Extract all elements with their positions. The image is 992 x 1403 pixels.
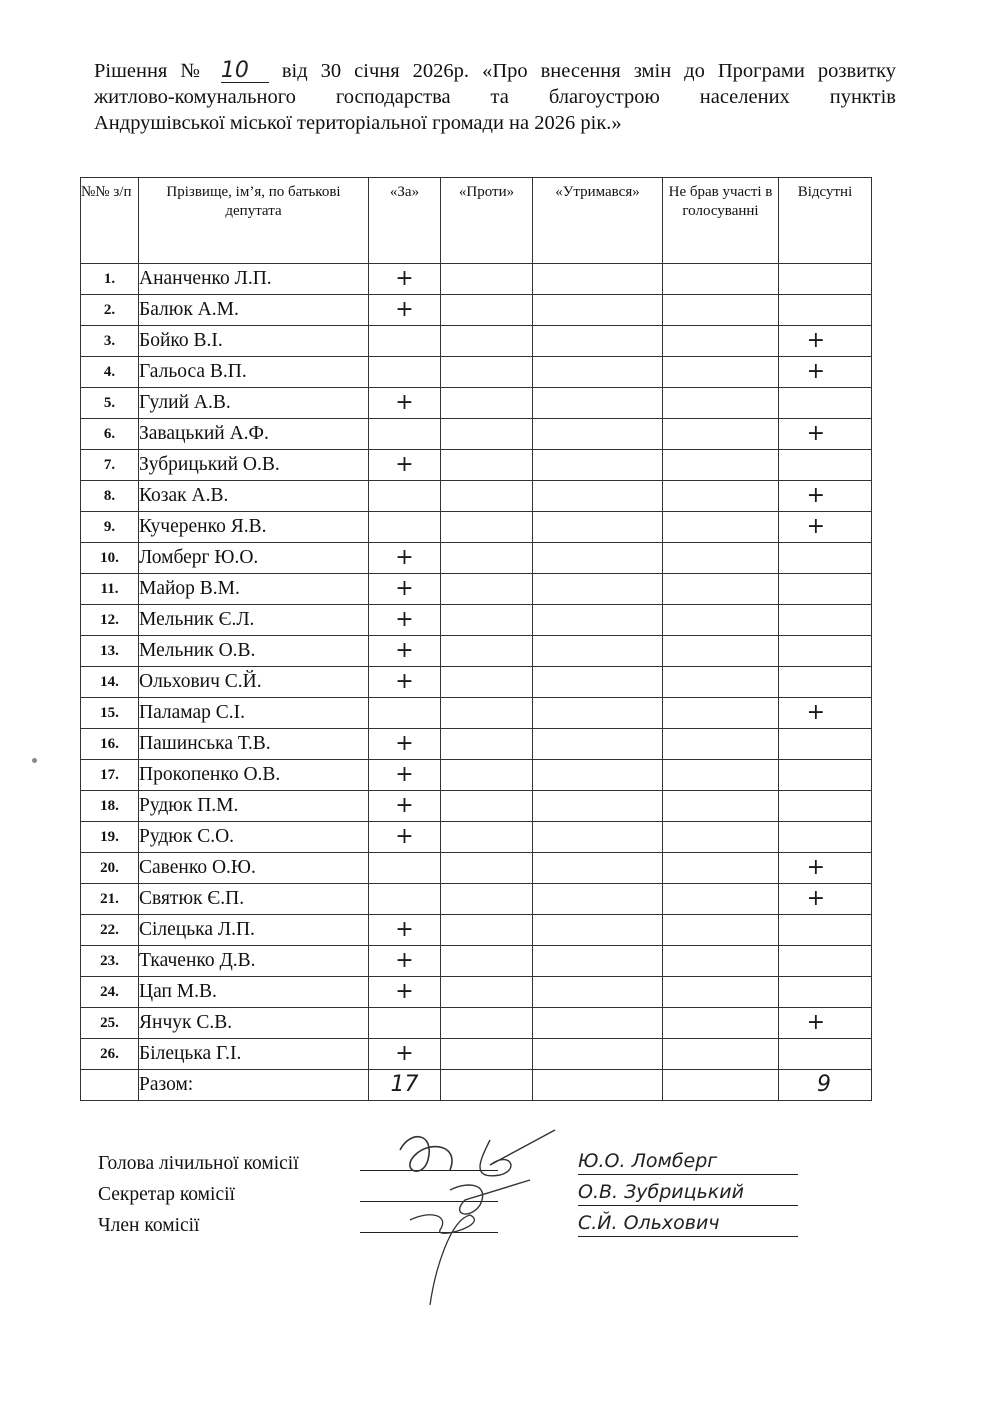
deputy-name: Мельник Є.Л. (139, 605, 369, 636)
vote-not-voted-cell (663, 264, 779, 295)
header-against: «Проти» (441, 178, 533, 264)
row-num: 15. (81, 698, 139, 729)
row-num: 4. (81, 357, 139, 388)
vote-against-cell (441, 1008, 533, 1039)
absent-mark (779, 791, 872, 822)
deputy-name: Гулий А.В. (139, 388, 369, 419)
absent-mark (779, 1039, 872, 1070)
table-row (81, 419, 872, 450)
absent-mark (779, 729, 872, 760)
row-num: 23. (81, 946, 139, 977)
total-num-cell (81, 1070, 139, 1101)
total-abstained (533, 1070, 663, 1101)
deputy-name: Білецька Г.І. (139, 1039, 369, 1070)
vote-against-cell (441, 822, 533, 853)
table-row (81, 667, 872, 698)
table-row (81, 946, 872, 977)
vote-for-mark: + (369, 946, 441, 977)
vote-for-mark: + (369, 791, 441, 822)
absent-mark (779, 388, 872, 419)
vote-not-voted-cell (663, 915, 779, 946)
vote-for-mark: + (369, 1039, 441, 1070)
signature-name: Ю.О. Ломберг (578, 1148, 798, 1175)
absent-mark (779, 295, 872, 326)
vote-abstained-cell (533, 450, 663, 481)
row-num: 8. (81, 481, 139, 512)
vote-not-voted-cell (663, 295, 779, 326)
deputy-name: Святюк Є.П. (139, 884, 369, 915)
table-row (81, 481, 872, 512)
vote-against-cell (441, 512, 533, 543)
deputy-name: Завацький А.Ф. (139, 419, 369, 450)
vote-abstained-cell (533, 853, 663, 884)
vote-abstained-cell (533, 636, 663, 667)
vote-against-cell (441, 357, 533, 388)
deputy-name: Рудюк П.М. (139, 791, 369, 822)
deputy-name: Рудюк С.О. (139, 822, 369, 853)
absent-mark: + (779, 512, 872, 543)
deputy-name: Пашинська Т.В. (139, 729, 369, 760)
vote-abstained-cell (533, 574, 663, 605)
row-num: 21. (81, 884, 139, 915)
handwritten-signatures (340, 1120, 560, 1310)
vote-for-mark: + (369, 729, 441, 760)
vote-abstained-cell (533, 760, 663, 791)
vote-against-cell (441, 543, 533, 574)
vote-not-voted-cell (663, 946, 779, 977)
header-name: Прізвище, ім’я, по батькові депутата (139, 178, 369, 264)
heading-line-3: Андрушівської міської територіальної громади на 2026 рік.» (94, 112, 622, 134)
table-row (81, 574, 872, 605)
vote-against-cell (441, 791, 533, 822)
absent-mark: + (779, 481, 872, 512)
deputy-name: Ананченко Л.П. (139, 264, 369, 295)
absent-mark (779, 946, 872, 977)
deputy-name: Гальоса В.П. (139, 357, 369, 388)
vote-abstained-cell (533, 543, 663, 574)
vote-against-cell (441, 295, 533, 326)
vote-against-cell (441, 388, 533, 419)
vote-abstained-cell (533, 357, 663, 388)
vote-abstained-cell (533, 605, 663, 636)
scan-speck (32, 758, 37, 763)
vote-not-voted-cell (663, 822, 779, 853)
vote-for-mark (369, 698, 441, 729)
table-row (81, 636, 872, 667)
row-num: 25. (81, 1008, 139, 1039)
vote-not-voted-cell (663, 729, 779, 760)
row-num: 7. (81, 450, 139, 481)
table-row (81, 543, 872, 574)
vote-for-mark (369, 853, 441, 884)
deputy-name: Сілецька Л.П. (139, 915, 369, 946)
vote-against-cell (441, 1039, 533, 1070)
vote-not-voted-cell (663, 450, 779, 481)
header-num: №№ з/п (81, 178, 139, 264)
vote-for-mark (369, 419, 441, 450)
vote-for-mark: + (369, 822, 441, 853)
signature-role: Голова лічильної комісії (98, 1153, 299, 1174)
total-label: Разом: (139, 1070, 369, 1101)
heading-prefix: Рішення № (94, 60, 208, 82)
vote-not-voted-cell (663, 760, 779, 791)
signature-role: Секретар комісії (98, 1184, 235, 1205)
table-row (81, 1039, 872, 1070)
row-num: 6. (81, 419, 139, 450)
vote-not-voted-cell (663, 698, 779, 729)
table-row (81, 760, 872, 791)
deputy-name: Цап М.В. (139, 977, 369, 1008)
vote-for-mark: + (369, 977, 441, 1008)
row-num: 2. (81, 295, 139, 326)
vote-not-voted-cell (663, 1008, 779, 1039)
absent-mark (779, 450, 872, 481)
vote-for-mark (369, 357, 441, 388)
header-abstained: «Утримався» (533, 178, 663, 264)
deputy-name: Прокопенко О.В. (139, 760, 369, 791)
vote-against-cell (441, 760, 533, 791)
absent-mark (779, 977, 872, 1008)
vote-for-mark: + (369, 915, 441, 946)
heading-line-2: житлово-комунального господарства та благоустрою населених пунктів (94, 86, 896, 108)
absent-mark (779, 760, 872, 791)
table-row (81, 915, 872, 946)
row-num: 10. (81, 543, 139, 574)
header-row (81, 178, 872, 264)
row-num: 24. (81, 977, 139, 1008)
absent-mark (779, 574, 872, 605)
deputy-name: Янчук С.В. (139, 1008, 369, 1039)
header-for: «За» (369, 178, 441, 264)
table-row (81, 1008, 872, 1039)
vote-abstained-cell (533, 388, 663, 419)
vote-not-voted-cell (663, 667, 779, 698)
vote-for-mark: + (369, 543, 441, 574)
row-num: 16. (81, 729, 139, 760)
vote-abstained-cell (533, 667, 663, 698)
vote-for-mark: + (369, 388, 441, 419)
vote-for-mark (369, 481, 441, 512)
vote-abstained-cell (533, 1039, 663, 1070)
header-absent: Відсутні (779, 178, 872, 264)
absent-mark (779, 264, 872, 295)
vote-for-mark (369, 1008, 441, 1039)
table-row (81, 326, 872, 357)
row-num: 14. (81, 667, 139, 698)
deputy-name: Майор В.М. (139, 574, 369, 605)
table-row (81, 264, 872, 295)
heading-line-1 (94, 58, 896, 84)
vote-table (80, 177, 872, 1101)
vote-not-voted-cell (663, 512, 779, 543)
vote-not-voted-cell (663, 481, 779, 512)
vote-not-voted-cell (663, 419, 779, 450)
vote-for-mark (369, 326, 441, 357)
vote-abstained-cell (533, 977, 663, 1008)
absent-mark: + (779, 698, 872, 729)
vote-for-mark: + (369, 605, 441, 636)
vote-not-voted-cell (663, 574, 779, 605)
decision-number: 10 (221, 60, 269, 83)
signature-role: Член комісії (98, 1215, 200, 1236)
heading-line1-rest: від 30 січня 2026р. «Про внесення змін до Програми розвитку (281, 60, 897, 82)
vote-against-cell (441, 729, 533, 760)
absent-mark: + (779, 419, 872, 450)
vote-against-cell (441, 605, 533, 636)
absent-mark (779, 667, 872, 698)
row-num: 22. (81, 915, 139, 946)
total-against (441, 1070, 533, 1101)
vote-abstained-cell (533, 698, 663, 729)
table-row (81, 512, 872, 543)
vote-against-cell (441, 574, 533, 605)
table-row (81, 884, 872, 915)
deputy-name: Мельник О.В. (139, 636, 369, 667)
vote-for-mark: + (369, 636, 441, 667)
vote-not-voted-cell (663, 853, 779, 884)
absent-mark (779, 915, 872, 946)
table-row (81, 357, 872, 388)
vote-against-cell (441, 264, 533, 295)
vote-abstained-cell (533, 295, 663, 326)
vote-abstained-cell (533, 326, 663, 357)
table-row (81, 791, 872, 822)
row-num: 1. (81, 264, 139, 295)
vote-for-mark: + (369, 574, 441, 605)
vote-abstained-cell (533, 915, 663, 946)
vote-against-cell (441, 450, 533, 481)
deputy-name: Ольхович С.Й. (139, 667, 369, 698)
row-num: 12. (81, 605, 139, 636)
vote-not-voted-cell (663, 357, 779, 388)
vote-not-voted-cell (663, 791, 779, 822)
total-for: 17 (369, 1070, 441, 1101)
row-num: 11. (81, 574, 139, 605)
deputy-name: Ломберг Ю.О. (139, 543, 369, 574)
vote-for-mark (369, 884, 441, 915)
absent-mark (779, 543, 872, 574)
vote-against-cell (441, 946, 533, 977)
vote-against-cell (441, 667, 533, 698)
vote-for-mark: + (369, 264, 441, 295)
vote-not-voted-cell (663, 977, 779, 1008)
deputy-name: Козак А.В. (139, 481, 369, 512)
table-row (81, 698, 872, 729)
deputy-name: Бойко В.І. (139, 326, 369, 357)
total-not-voted (663, 1070, 779, 1101)
deputy-name: Ткаченко Д.В. (139, 946, 369, 977)
vote-not-voted-cell (663, 1039, 779, 1070)
decision-heading (94, 58, 896, 136)
vote-not-voted-cell (663, 543, 779, 574)
vote-for-mark: + (369, 295, 441, 326)
absent-mark: + (779, 357, 872, 388)
table-row (81, 295, 872, 326)
row-num: 17. (81, 760, 139, 791)
row-num: 13. (81, 636, 139, 667)
vote-not-voted-cell (663, 605, 779, 636)
deputy-name: Зубрицький О.В. (139, 450, 369, 481)
vote-for-mark: + (369, 450, 441, 481)
absent-mark: + (779, 884, 872, 915)
absent-mark (779, 822, 872, 853)
table-row (81, 977, 872, 1008)
vote-abstained-cell (533, 791, 663, 822)
deputy-name: Савенко О.Ю. (139, 853, 369, 884)
vote-against-cell (441, 481, 533, 512)
absent-mark: + (779, 1008, 872, 1039)
row-num: 19. (81, 822, 139, 853)
row-num: 20. (81, 853, 139, 884)
table-row (81, 388, 872, 419)
vote-for-mark: + (369, 667, 441, 698)
row-num: 3. (81, 326, 139, 357)
vote-abstained-cell (533, 264, 663, 295)
table-row (81, 729, 872, 760)
vote-for-mark: + (369, 760, 441, 791)
table-row (81, 605, 872, 636)
vote-abstained-cell (533, 1008, 663, 1039)
table-row (81, 822, 872, 853)
vote-not-voted-cell (663, 326, 779, 357)
vote-not-voted-cell (663, 884, 779, 915)
vote-against-cell (441, 977, 533, 1008)
header-not-voted: Не брав участі в голосуванні (663, 178, 779, 264)
deputy-name: Паламар С.І. (139, 698, 369, 729)
table-row (81, 853, 872, 884)
absent-mark: + (779, 853, 872, 884)
table-row (81, 450, 872, 481)
absent-mark (779, 636, 872, 667)
row-num: 26. (81, 1039, 139, 1070)
vote-for-mark (369, 512, 441, 543)
vote-against-cell (441, 915, 533, 946)
vote-not-voted-cell (663, 388, 779, 419)
row-num: 9. (81, 512, 139, 543)
total-absent: 9 (779, 1070, 872, 1101)
deputy-name: Кучеренко Я.В. (139, 512, 369, 543)
vote-abstained-cell (533, 946, 663, 977)
vote-abstained-cell (533, 419, 663, 450)
vote-against-cell (441, 884, 533, 915)
vote-against-cell (441, 853, 533, 884)
vote-abstained-cell (533, 512, 663, 543)
vote-against-cell (441, 326, 533, 357)
vote-abstained-cell (533, 481, 663, 512)
vote-against-cell (441, 698, 533, 729)
deputy-name: Балюк А.М. (139, 295, 369, 326)
row-num: 18. (81, 791, 139, 822)
absent-mark: + (779, 326, 872, 357)
vote-abstained-cell (533, 729, 663, 760)
signature-name: С.Й. Ольхович (578, 1210, 798, 1237)
row-num: 5. (81, 388, 139, 419)
vote-not-voted-cell (663, 636, 779, 667)
total-row (81, 1070, 872, 1101)
vote-abstained-cell (533, 884, 663, 915)
vote-abstained-cell (533, 822, 663, 853)
absent-mark (779, 605, 872, 636)
signature-name: О.В. Зубрицький (578, 1179, 798, 1206)
vote-against-cell (441, 419, 533, 450)
vote-against-cell (441, 636, 533, 667)
